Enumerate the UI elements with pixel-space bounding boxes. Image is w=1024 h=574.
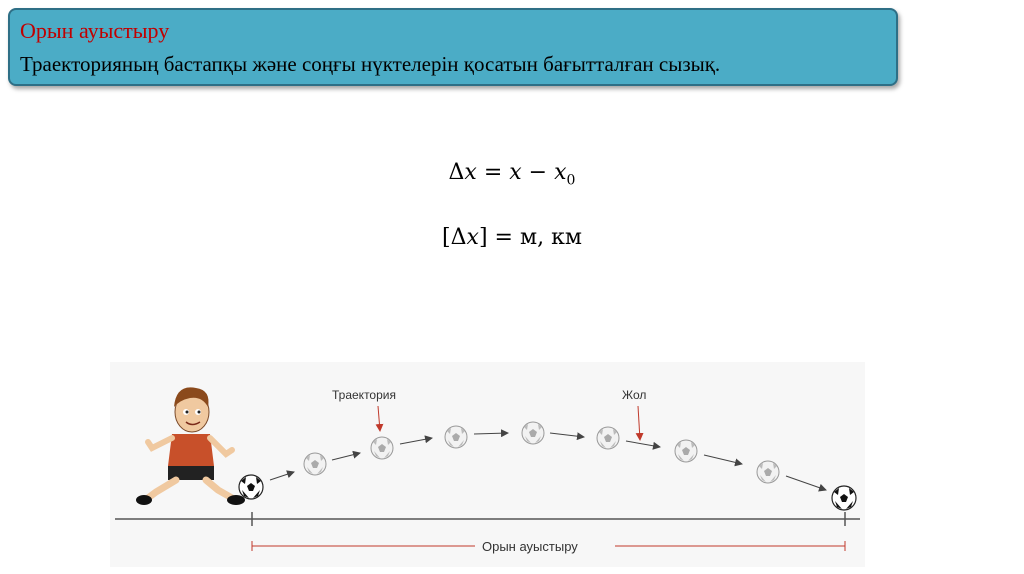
ball-5 xyxy=(522,422,544,444)
ball-4 xyxy=(445,426,467,448)
ball-6 xyxy=(597,427,619,449)
units-var-x: x xyxy=(466,225,479,250)
formula-var-x-initial: x xyxy=(554,160,567,185)
ball-8 xyxy=(757,461,779,483)
delta-symbol: Δ xyxy=(448,160,465,185)
equals-sign: = xyxy=(476,160,510,185)
trajectory-arrows xyxy=(270,433,826,490)
formula-var-x: x xyxy=(464,160,477,185)
slide-title: Орын ауыстыру xyxy=(20,18,170,43)
label-trajectory: Траектория xyxy=(332,388,396,402)
ball-3 xyxy=(371,437,393,459)
definition-box xyxy=(8,8,898,86)
football-trajectory-illustration xyxy=(110,362,865,567)
label-path: Жол xyxy=(622,388,647,402)
minus-sign: − xyxy=(521,160,555,185)
units-formula xyxy=(0,225,1024,250)
definition-text: Траекторияның бастапқы және соңғы нүктелерін қосатын бағытталған сызық. xyxy=(20,52,721,76)
path-pointer-arrow xyxy=(638,406,640,440)
displacement-formula xyxy=(0,160,1024,188)
ball-7 xyxy=(675,440,697,462)
label-displacement: Орын ауыстыру xyxy=(482,539,578,554)
football-player xyxy=(136,387,245,505)
subscript-zero: 0 xyxy=(566,172,576,189)
formula-var-x-final: x xyxy=(509,160,522,185)
illustration-svg xyxy=(110,362,865,567)
units-close: ] xyxy=(478,225,488,250)
ball-end xyxy=(832,486,856,510)
trajectory-pointer-arrow xyxy=(378,406,380,431)
ball-2 xyxy=(304,453,326,475)
units-values: = м, км xyxy=(487,225,582,250)
ball-start xyxy=(239,475,263,499)
units-open: [Δ xyxy=(442,225,467,250)
